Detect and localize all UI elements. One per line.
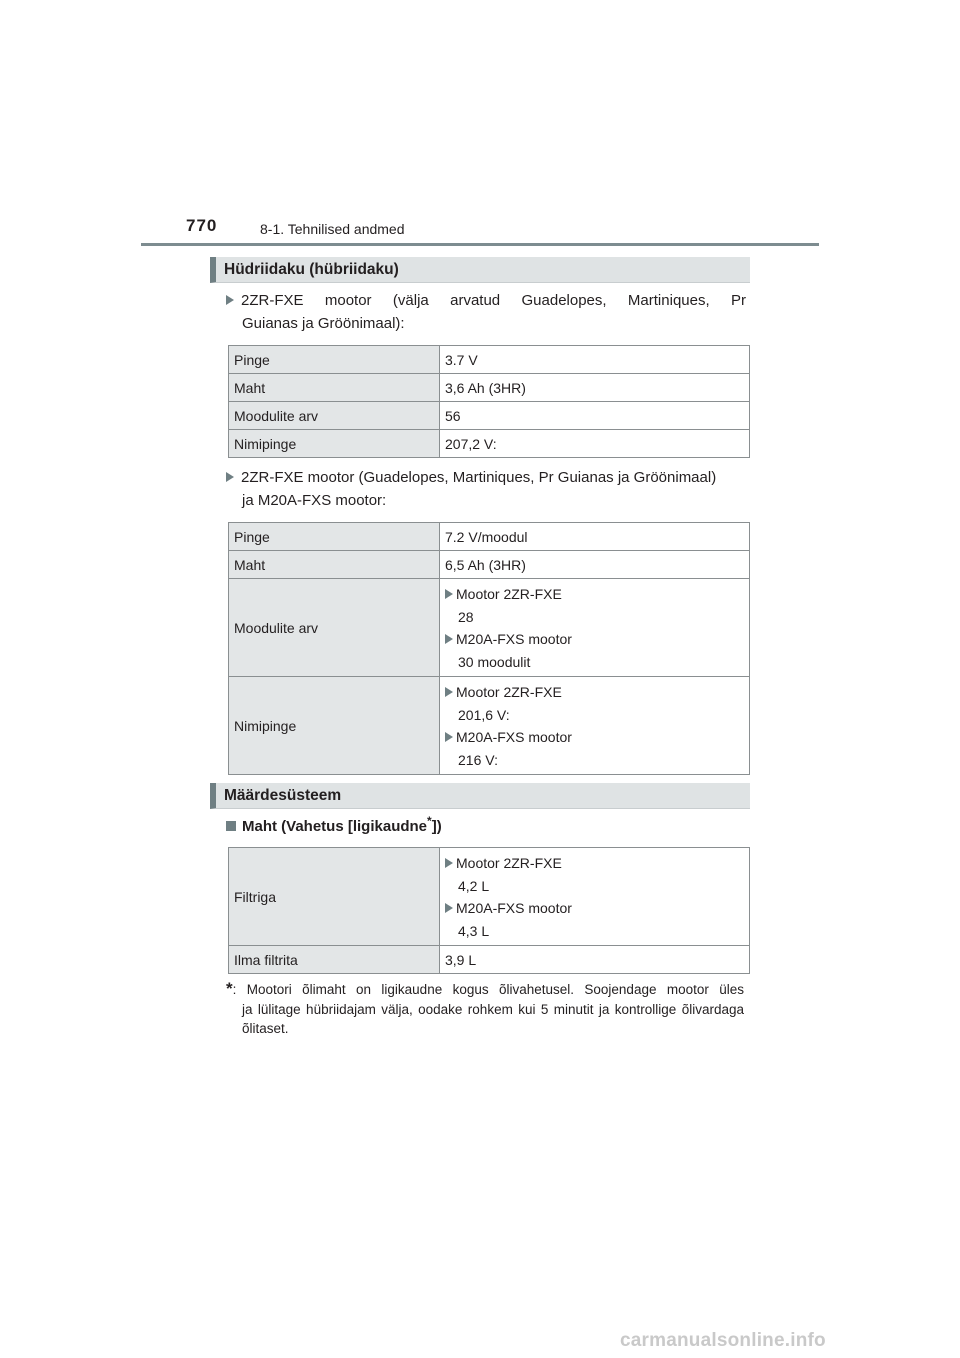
spec-key: Filtriga	[229, 848, 440, 946]
triangle-bullet-icon	[226, 295, 234, 305]
capacity-subheading: Maht (Vahetus [ligikaudne*])	[226, 814, 442, 835]
table-row	[229, 579, 750, 677]
footnote	[226, 979, 744, 1039]
engine-value: 4,3 L	[458, 922, 490, 939]
triangle-bullet-icon	[445, 858, 453, 868]
section-title: Hüdriidaku (hübriidaku)	[224, 261, 399, 278]
engine-label: Mootor 2ZR-FXE	[445, 583, 744, 606]
table-row	[229, 551, 750, 579]
spec-key: Nimipinge	[229, 430, 440, 458]
table-row	[229, 946, 750, 974]
section-heading-lubrication	[210, 783, 750, 809]
engine-label: M20A-FXS mootor	[445, 726, 744, 749]
triangle-bullet-icon	[445, 687, 453, 697]
spec-key: Maht	[229, 374, 440, 402]
battery-spec-table-2	[228, 522, 750, 775]
table-row	[229, 523, 750, 551]
engine-label: M20A-FXS mootor	[445, 628, 744, 651]
header-divider	[141, 243, 819, 246]
battery-spec-table-1	[228, 345, 750, 458]
engine-value: 201,6 V:	[458, 706, 510, 723]
engine-value: 216 V:	[458, 751, 498, 768]
triangle-bullet-icon	[445, 732, 453, 742]
table-row	[229, 848, 750, 946]
spec-value: 207,2 V:	[440, 430, 750, 458]
engine-label: Mootor 2ZR-FXE	[445, 681, 744, 704]
oil-capacity-table	[228, 847, 750, 974]
bullet-line-1: 2ZR-FXE mootor (välja arvatud Guadelopes, Martiniques, Pr	[226, 289, 746, 312]
watermark: carmanualsonline.info	[620, 1330, 826, 1351]
bullet-2zr-fxe-excl	[226, 289, 746, 335]
spec-key: Moodulite arv	[229, 579, 440, 677]
engine-label: Mootor 2ZR-FXE	[445, 852, 744, 875]
spec-value	[440, 677, 750, 775]
spec-key: Ilma filtrita	[229, 946, 440, 974]
spec-key: Nimipinge	[229, 677, 440, 775]
spec-value	[440, 848, 750, 946]
spec-key: Pinge	[229, 523, 440, 551]
engine-label: M20A-FXS mootor	[445, 897, 744, 920]
table-row	[229, 430, 750, 458]
footnote-star: *	[226, 979, 233, 998]
chapter-title: 8-1. Tehnilised andmed	[260, 221, 405, 237]
bullet-2zr-fxe-incl	[226, 466, 746, 512]
triangle-bullet-icon	[226, 472, 234, 482]
spec-value: 3.7 V	[440, 346, 750, 374]
spec-value	[440, 579, 750, 677]
table-row	[229, 402, 750, 430]
triangle-bullet-icon	[445, 589, 453, 599]
spec-value: 3,6 Ah (3HR)	[440, 374, 750, 402]
table-row	[229, 677, 750, 775]
footnote-line-1: *: Mootori õlimaht on ligikaudne kogus õlivahetusel. Soojendage mootor üles	[226, 979, 744, 998]
table-row	[229, 374, 750, 402]
spec-value: 6,5 Ah (3HR)	[440, 551, 750, 579]
engine-value: 4,2 L	[458, 877, 490, 894]
spec-key: Moodulite arv	[229, 402, 440, 430]
bullet-line-2: ja M20A-FXS mootor:	[242, 492, 387, 509]
spec-key: Pinge	[229, 346, 440, 374]
engine-value: 28	[458, 608, 474, 625]
spec-value: 7.2 V/moodul	[440, 523, 750, 551]
bullet-line-2: Guianas ja Gröönimaal):	[242, 315, 405, 332]
table-row	[229, 346, 750, 374]
spec-value: 3,9 L	[440, 946, 750, 974]
triangle-bullet-icon	[445, 634, 453, 644]
bullet-line-1: 2ZR-FXE mootor (Guadelopes, Martiniques, Pr Guianas ja Gröönimaal)	[226, 466, 746, 489]
engine-value: 30 moodulit	[458, 653, 531, 670]
section-heading-hybrid-battery	[210, 257, 750, 283]
footnote-rest: ja lülitage hübriidajam välja, oodake rohkem kui 5 minutit ja kontrollige õlivardaga õlitaset.	[242, 1001, 744, 1036]
spec-key: Maht	[229, 551, 440, 579]
page-number: 770	[186, 216, 218, 235]
section-title: Määrdesüsteem	[224, 787, 342, 804]
triangle-bullet-icon	[445, 903, 453, 913]
spec-value: 56	[440, 402, 750, 430]
square-bullet-icon	[226, 821, 236, 831]
